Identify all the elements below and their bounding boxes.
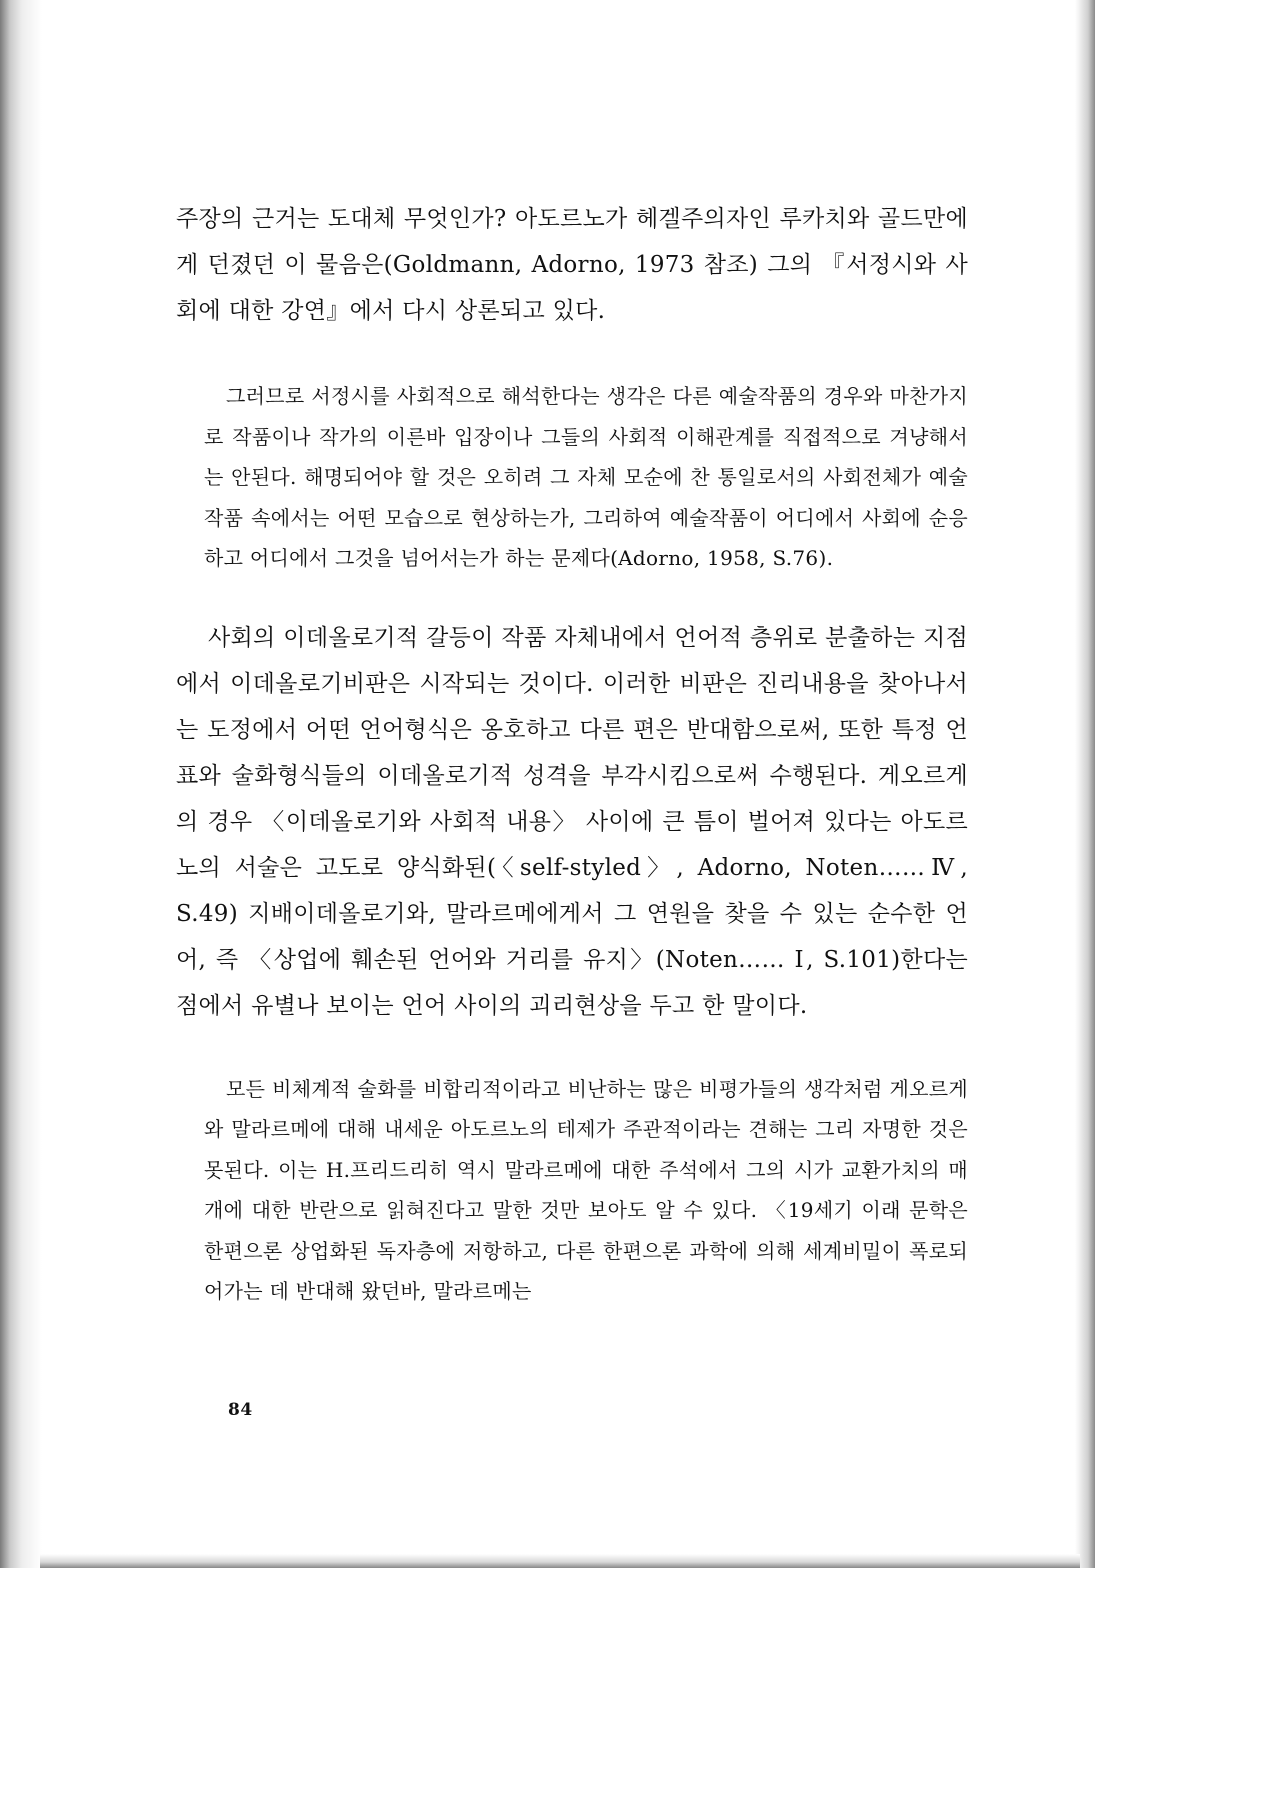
page-number: 84 [228,1400,253,1420]
block-quote-2: 모든 비체계적 술화를 비합리적이라고 비난하는 많은 비평가들의 생각처럼 게오르게와 말라르메에 대해 내세운 아도르노의 테제가 주관적이라는 견해는 그리 자명한 것은 못된다. 이는 H.프리드리히 역시 말라르메에 대한 주석에서 그의 시가 교환가치의 매개에 대한 반란으로 읽혀진다고 말한 것만 보아도 알 수 있다. 〈19세기 이래 문학은 한편으론 상업화된 독자층에 저항하고, 다른 한편으론 과학에 의해 세계비밀이 폭로되어가는 데 반대해 왔던바, 말라르메는 [204,1076,968,1303]
block-quote-1: 그러므로 서정시를 사회적으로 해석한다는 생각은 다른 예술작품의 경우와 마찬가지로 작품이나 작가의 이른바 입장이나 그들의 사회적 이해관계를 직접적으로 겨냥해서는 안된다. 해명되어야 할 것은 오히려 그 자체 모순에 찬 통일로서의 사회전체가 예술작품 속에서는 어떤 모습으로 현상하는가, 그리하여 예술작품이 어디에서 사회에 순응하고 어디에서 그것을 넘어서는가 하는 문제다(Adorno, 1958, S.76). [204,384,968,570]
page-bottom-edge-shadow [40,1554,1080,1568]
paragraph-2: 사회의 이데올로기적 갈등이 작품 자체내에서 언어적 층위로 분출하는 지점에서 이데올로기비판은 시작되는 것이다. 이러한 비판은 진리내용을 찾아나서는 도정에서 어떤 언어형식은 옹호하고 다른 편은 반대함으로써, 또한 특정 언표와 술화형식들의 이데올로기적 성격을 부각시킴으로써 수행된다. 게오르게의 경우 〈이데올로기와 사회적 내용〉 사이에 큰 틈이 벌어져 있다는 아도르노의 서술은 고도로 양식화된(〈self-styled〉, Adorno, Noten……Ⅳ, S.49) 지배이데올로기와, 말라르메에게서 그 연원을 찾을 수 있는 순수한 언어, 즉 〈상업에 훼손된 언어와 거리를 유지〉(Noten…… Ⅰ, S.101)한다는 점에서 유별나 보이는 언어 사이의 괴리현상을 두고 한 말이다. [176,624,968,1019]
page-right-edge-shadow [1075,0,1095,1568]
page-left-edge-shadow [0,0,42,1568]
paragraph-gap [176,1029,968,1069]
paragraph-1: 주장의 근거는 도대체 무엇인가? 아도르노가 헤겔주의자인 루카치와 골드만에게 던졌던 이 물음은(Goldmann, Adorno, 1973 참조) 그의 『서정시와 사회에 대한 강연』에서 다시 상론되고 있다. [176,206,968,324]
paragraph-gap [176,579,968,615]
text-column [176,196,968,1312]
paragraph-gap [176,334,968,376]
